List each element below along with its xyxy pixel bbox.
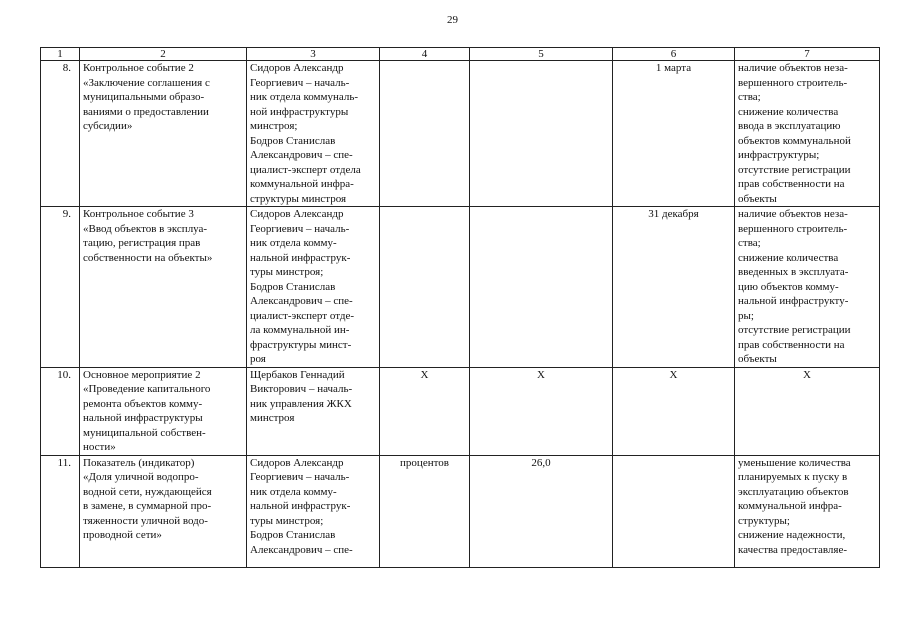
- header-cell: 4: [380, 48, 470, 61]
- unit-cell: процентов: [380, 455, 470, 567]
- row-number: 10.: [41, 367, 80, 455]
- value-cell: 26,0: [470, 455, 613, 567]
- unit-cell: [380, 61, 470, 207]
- value-cell: [470, 207, 613, 368]
- header-cell: 1: [41, 48, 80, 61]
- event-cell: Основное мероприятие 2 «Проведение капитального ремонта объектов комму- нальной инфраструктуры муниципальной собствен- ности»: [80, 367, 247, 455]
- risks-cell: наличие объектов неза- вершенного строитель- ства; снижение количества введенных в эксплуата- цию объектов комму- нальной инфраструкту- ры; отсутствие регистрации прав собственности на объекты: [735, 207, 880, 368]
- date-cell: 31 декабря: [613, 207, 735, 368]
- table-row: [41, 207, 880, 368]
- risks-cell: наличие объектов неза- вершенного строитель- ства; снижение количества ввода в эксплуатацию объектов коммунальной инфраструктуры; отсутствие регистрации прав собственности на объекты: [735, 61, 880, 207]
- responsible-cell: Сидоров Александр Георгиевич – началь- ник отдела коммуналь- ной инфраструктуры минстроя; Бодров Станислав Александрович – спе- циалист-эксперт отдела коммунальной инфра- структуры минстроя: [247, 61, 380, 207]
- date-cell: [613, 455, 735, 567]
- value-cell: Х: [470, 367, 613, 455]
- event-cell: Показатель (индикатор) «Доля уличной водопро- водной сети, нуждающейся в замене, в суммарной про- тяженности уличной водо- проводной сети»: [80, 455, 247, 567]
- risks-cell: Х: [735, 367, 880, 455]
- header-cell: 2: [80, 48, 247, 61]
- measures-table: [40, 47, 880, 568]
- table-header-row: [41, 48, 880, 61]
- header-cell: 3: [247, 48, 380, 61]
- event-cell: Контрольное событие 2 «Заключение соглашения с муниципальными образо- ваниями о предоставлении субсидии»: [80, 61, 247, 207]
- table-row: [41, 367, 880, 455]
- event-cell: Контрольное событие 3 «Ввод объектов в эксплуа- тацию, регистрация прав собственности на объекты»: [80, 207, 247, 368]
- header-cell: 6: [613, 48, 735, 61]
- responsible-cell: Сидоров Александр Георгиевич – началь- ник отдела комму- нальной инфраструк- туры минстроя; Бодров Станислав Александрович – спе- циалист-эксперт отде- ла коммунальной ин- фраструктуры минст- роя: [247, 207, 380, 368]
- risks-cell: уменьшение количества планируемых к пуску в эксплуатацию объектов коммунальной инфра- структуры; снижение надежности, качества предоставляе-: [735, 455, 880, 567]
- table-row: [41, 455, 880, 567]
- row-number: 8.: [41, 61, 80, 207]
- unit-cell: [380, 207, 470, 368]
- unit-cell: Х: [380, 367, 470, 455]
- responsible-cell: Сидоров Александр Георгиевич – началь- ник отдела комму- нальной инфраструк- туры минстроя; Бодров Станислав Александрович – спе-: [247, 455, 380, 567]
- row-number: 9.: [41, 207, 80, 368]
- header-cell: 7: [735, 48, 880, 61]
- row-number: 11.: [41, 455, 80, 567]
- table-row: [41, 61, 880, 207]
- responsible-cell: Щербаков Геннадий Викторович – началь- ник управления ЖКХ минстроя: [247, 367, 380, 455]
- date-cell: 1 марта: [613, 61, 735, 207]
- page-number: 29: [447, 14, 458, 26]
- date-cell: Х: [613, 367, 735, 455]
- value-cell: [470, 61, 613, 207]
- header-cell: 5: [470, 48, 613, 61]
